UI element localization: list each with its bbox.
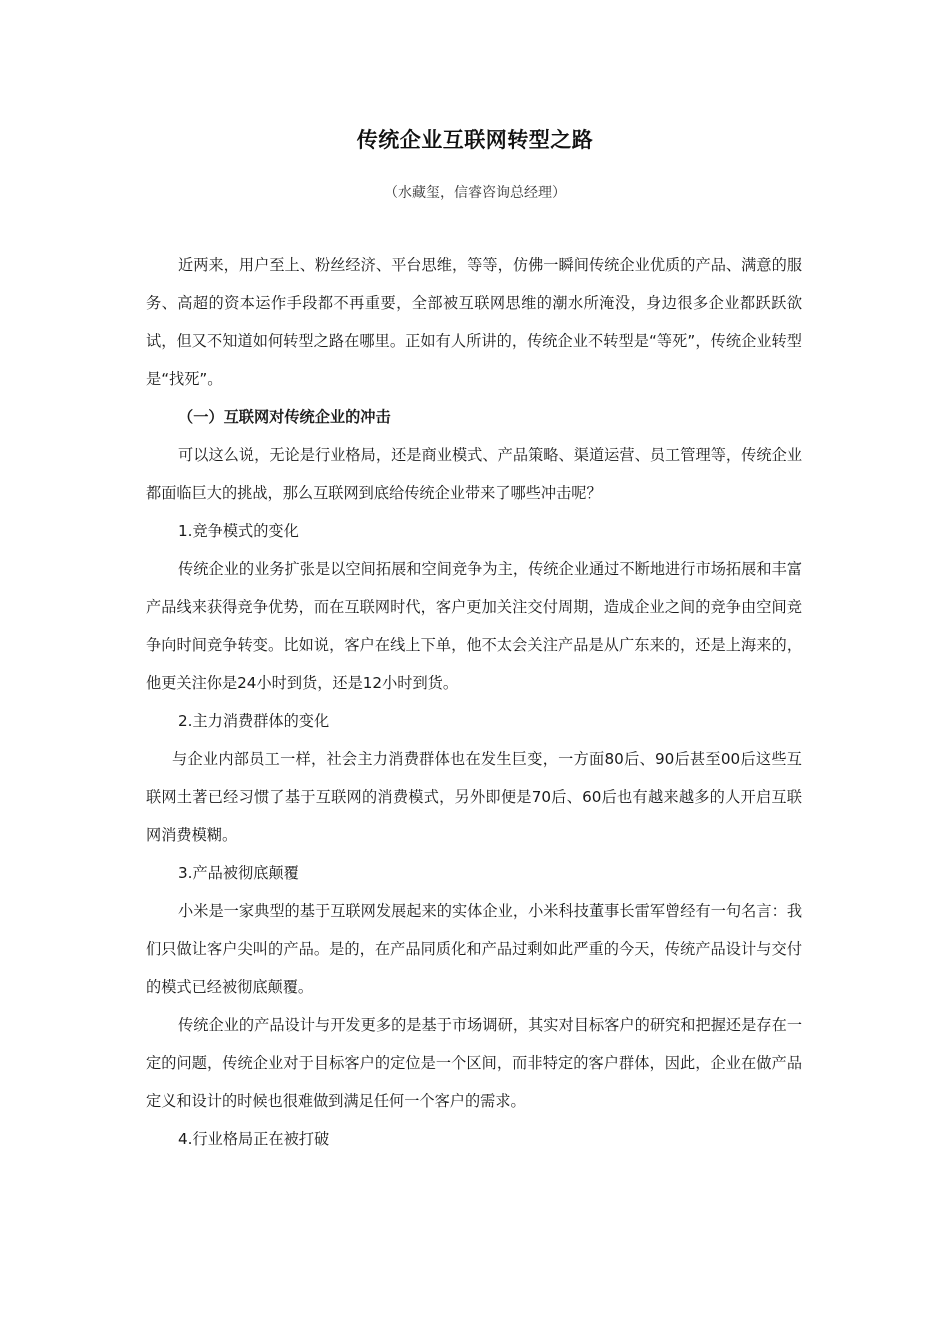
paragraph-xiaomi: 小米是一家典型的基于互联网发展起来的实体企业，小米科技董事长雷军曾经有一句名言：我们只做让客户尖叫的产品。是的，在产品同质化和产品过剩如此严重的今天，传统产品设计与交付的模式已经被彻底颠覆。 <box>146 902 802 996</box>
section-heading-impact: （一）互联网对传统企业的冲击 <box>178 408 391 426</box>
paragraph-impact: 可以这么说，无论是行业格局，还是商业模式、产品策略、渠道运营、员工管理等，传统企业都面临巨大的挑战，那么互联网到底给传统企业带来了哪些冲击呢？ <box>146 446 802 502</box>
paragraph-consumers: 与企业内部员工一样，社会主力消费群体也在发生巨变，一方面80后、90后甚至00后这些互联网土著已经习惯了基于互联网的消费模式，另外即便是70后、60后也有越来越多的人开启互联网消费模糊。 <box>146 750 802 844</box>
paragraph-intro: 近两来，用户至上、粉丝经济、平台思维，等等，仿佛一瞬间传统企业优质的产品、满意的服务、高超的资本运作手段都不再重要，全部被互联网思维的潮水所淹没，身边很多企业都跃跃欲试，但又不知道如何转型之路在哪里。正如有人所讲的，传统企业不转型是“等死”，传统企业转型是“找死”。 <box>146 256 802 388</box>
document-subtitle: （水藏玺，信睿咨询总经理） <box>384 185 566 201</box>
paragraph-product-design: 传统企业的产品设计与开发更多的是基于市场调研，其实对目标客户的研究和把握还是存在一定的问题，传统企业对于目标客户的定位是一个区间，而非特定的客户群体，因此，企业在做产品定义和设计的时候也很难做到满足任何一个客户的需求。 <box>146 1016 802 1110</box>
paragraph-competition: 传统企业的业务扩张是以空间拓展和空间竞争为主，传统企业通过不断地进行市场拓展和丰富产品线来获得竞争优势，而在互联网时代，客户更加关注交付周期，造成企业之间的竞争由空间竞争向时间竞争转变。比如说，客户在线上下单，他不太会关注产品是从广东来的，还是上海来的，他更关注你是24小时到货，还是12小时到货。 <box>146 560 802 692</box>
subheading-competition: 1.竞争模式的变化 <box>178 522 299 540</box>
document-body <box>146 246 802 1158</box>
document-title: 传统企业互联网转型之路 <box>356 128 594 152</box>
subheading-industry: 4.行业格局正在被打破 <box>178 1130 330 1148</box>
subheading-product: 3.产品被彻底颠覆 <box>178 864 299 882</box>
subheading-consumers: 2.主力消费群体的变化 <box>178 712 330 730</box>
